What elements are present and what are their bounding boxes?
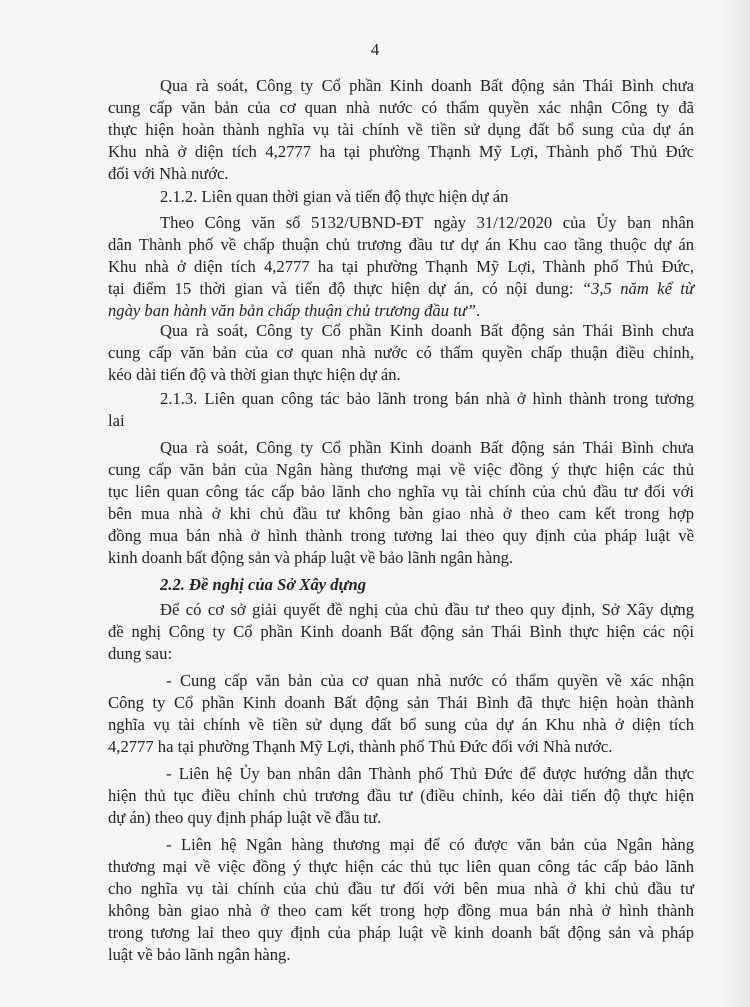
para1-line: thực hiện hoàn thành nghĩa vụ tài chính về tiền sử dụng đất bổ sung của dự án (108, 120, 694, 139)
para4-line: tục liên quan công tác cấp bảo lãnh cho nghĩa vụ tài chính của chủ đầu tư đối với (108, 482, 694, 501)
list-item-line: trong tương lai theo quy định của pháp luật về kinh doanh bất động sản và pháp (108, 923, 694, 942)
para4-line: bên mua nhà ở khi chủ đầu tư không bàn giao nhà ở theo cam kết trong hợp (108, 504, 694, 523)
para2-line: Khu nhà ở diện tích 4,2777 ha tại phường Thạnh Mỹ Lợi, Thành phố Thủ Đức, (108, 257, 694, 276)
section-heading-2-1-2: 2.1.2. Liên quan thời gian và tiến độ thực hiện dự án (160, 187, 509, 206)
para1-line: Khu nhà ở diện tích 4,2777 ha tại phường Thạnh Mỹ Lợi, Thành phố Thủ Đức (108, 142, 694, 161)
para2-line: Theo Công văn số 5132/UBND-ĐT ngày 31/12/2020 của Ủy ban nhân (160, 213, 694, 232)
para4-line: cung cấp văn bản của Ngân hàng thương mại về việc đồng ý thực hiện các thủ (108, 460, 694, 479)
section-heading-2-2: 2.2. Đề nghị của Sở Xây dựng (160, 575, 367, 594)
para4-line: kinh doanh bất động sản và pháp luật về bảo lãnh ngân hàng. (108, 548, 514, 567)
para3-line: kéo dài tiến độ và thời gian thực hiện dự án. (108, 365, 401, 384)
list-item-line: không bàn giao nhà ở theo cam kết trong hợp đồng mua bán nhà ở hình thành (108, 901, 694, 920)
para5-line: Để có cơ sở giải quyết đề nghị của chủ đầu tư theo quy định, Sở Xây dựng (160, 600, 694, 619)
para2-line: dân Thành phố về chấp thuận chủ trương đầu tư dự án Khu cao tầng thuộc dự án (108, 235, 694, 254)
para4-line: đồng mua bán nhà ở hình thành trong tương lai theo quy định của pháp luật về (108, 526, 694, 545)
list-item-line: thương mại về việc đồng ý thực hiện các thủ tục liên quan công tác cấp bảo lãnh (108, 857, 694, 876)
para2-line (108, 278, 694, 300)
para5-line: đề nghị Công ty Cổ phần Kinh doanh Bất động sản Thái Bình thực hiện các nội (108, 622, 694, 641)
para1-line: Qua rà soát, Công ty Cổ phần Kinh doanh Bất động sản Thái Bình chưa (160, 76, 694, 95)
list-item-line: dự án) theo quy định pháp luật về đầu tư. (108, 808, 382, 827)
list-item-line: - Liên hệ Ủy ban nhân dân Thành phố Thủ Đức để được hướng dẫn thực (166, 764, 694, 783)
para2-quote-start: “3,5 năm kể từ (581, 279, 694, 298)
section-heading-2-1-3: 2.1.3. Liên quan công tác bảo lãnh trong bán nhà ở hình thành trong tương (160, 389, 694, 408)
para2-line5-end: . (476, 301, 481, 320)
section-heading-2-1-3: lai (108, 411, 125, 430)
list-item-line: nghĩa vụ tài chính về tiền sử dụng đất bổ sung của dự án Khu nhà ở diện tích (108, 715, 694, 734)
para2-line (108, 300, 480, 322)
para3-line: cung cấp văn bản của cơ quan nhà nước có thẩm quyền chấp thuận điều chỉnh, (108, 343, 694, 362)
list-item-line: Công ty Cổ phần Kinh doanh Bất động sản Thái Bình đã thực hiện hoàn thành (108, 693, 694, 712)
list-item-line: hiện thủ tục điều chỉnh chủ trương đầu tư (điều chỉnh, kéo dài tiến độ thực hiện (108, 786, 694, 805)
para4-line: Qua rà soát, Công ty Cổ phần Kinh doanh Bất động sản Thái Bình chưa (160, 438, 694, 457)
list-item-line: luật về bảo lãnh ngân hàng. (108, 945, 291, 964)
para5-line: dung sau: (108, 644, 173, 663)
page-edge-shadow (722, 0, 750, 1007)
para2-quote-end: ngày ban hành văn bản chấp thuận chủ trương đầu tư” (108, 301, 477, 320)
para1-line: đối với Nhà nước. (108, 164, 229, 183)
para1-line: cung cấp văn bản của cơ quan nhà nước có thẩm quyền xác nhận Công ty đã (108, 98, 694, 117)
para2-line4-text: tại điểm 15 thời gian và tiến độ thực hiện dự án, có nội dung: (108, 279, 582, 298)
list-item-line: 4,2777 ha tại phường Thạnh Mỹ Lợi, thành phố Thủ Đức đối với Nhà nước. (108, 737, 613, 756)
page-number: 4 (370, 40, 380, 59)
list-item-line: cho nghĩa vụ tài chính của chủ đầu tư đối với bên mua nhà ở khi chủ đầu tư (108, 879, 694, 898)
para3-line: Qua rà soát, Công ty Cổ phần Kinh doanh Bất động sản Thái Bình chưa (160, 321, 694, 340)
list-item-line: - Liên hệ Ngân hàng thương mại để có được văn bản của Ngân hàng (166, 835, 694, 854)
list-item-line: - Cung cấp văn bản của cơ quan nhà nước có thẩm quyền về xác nhận (166, 671, 694, 690)
